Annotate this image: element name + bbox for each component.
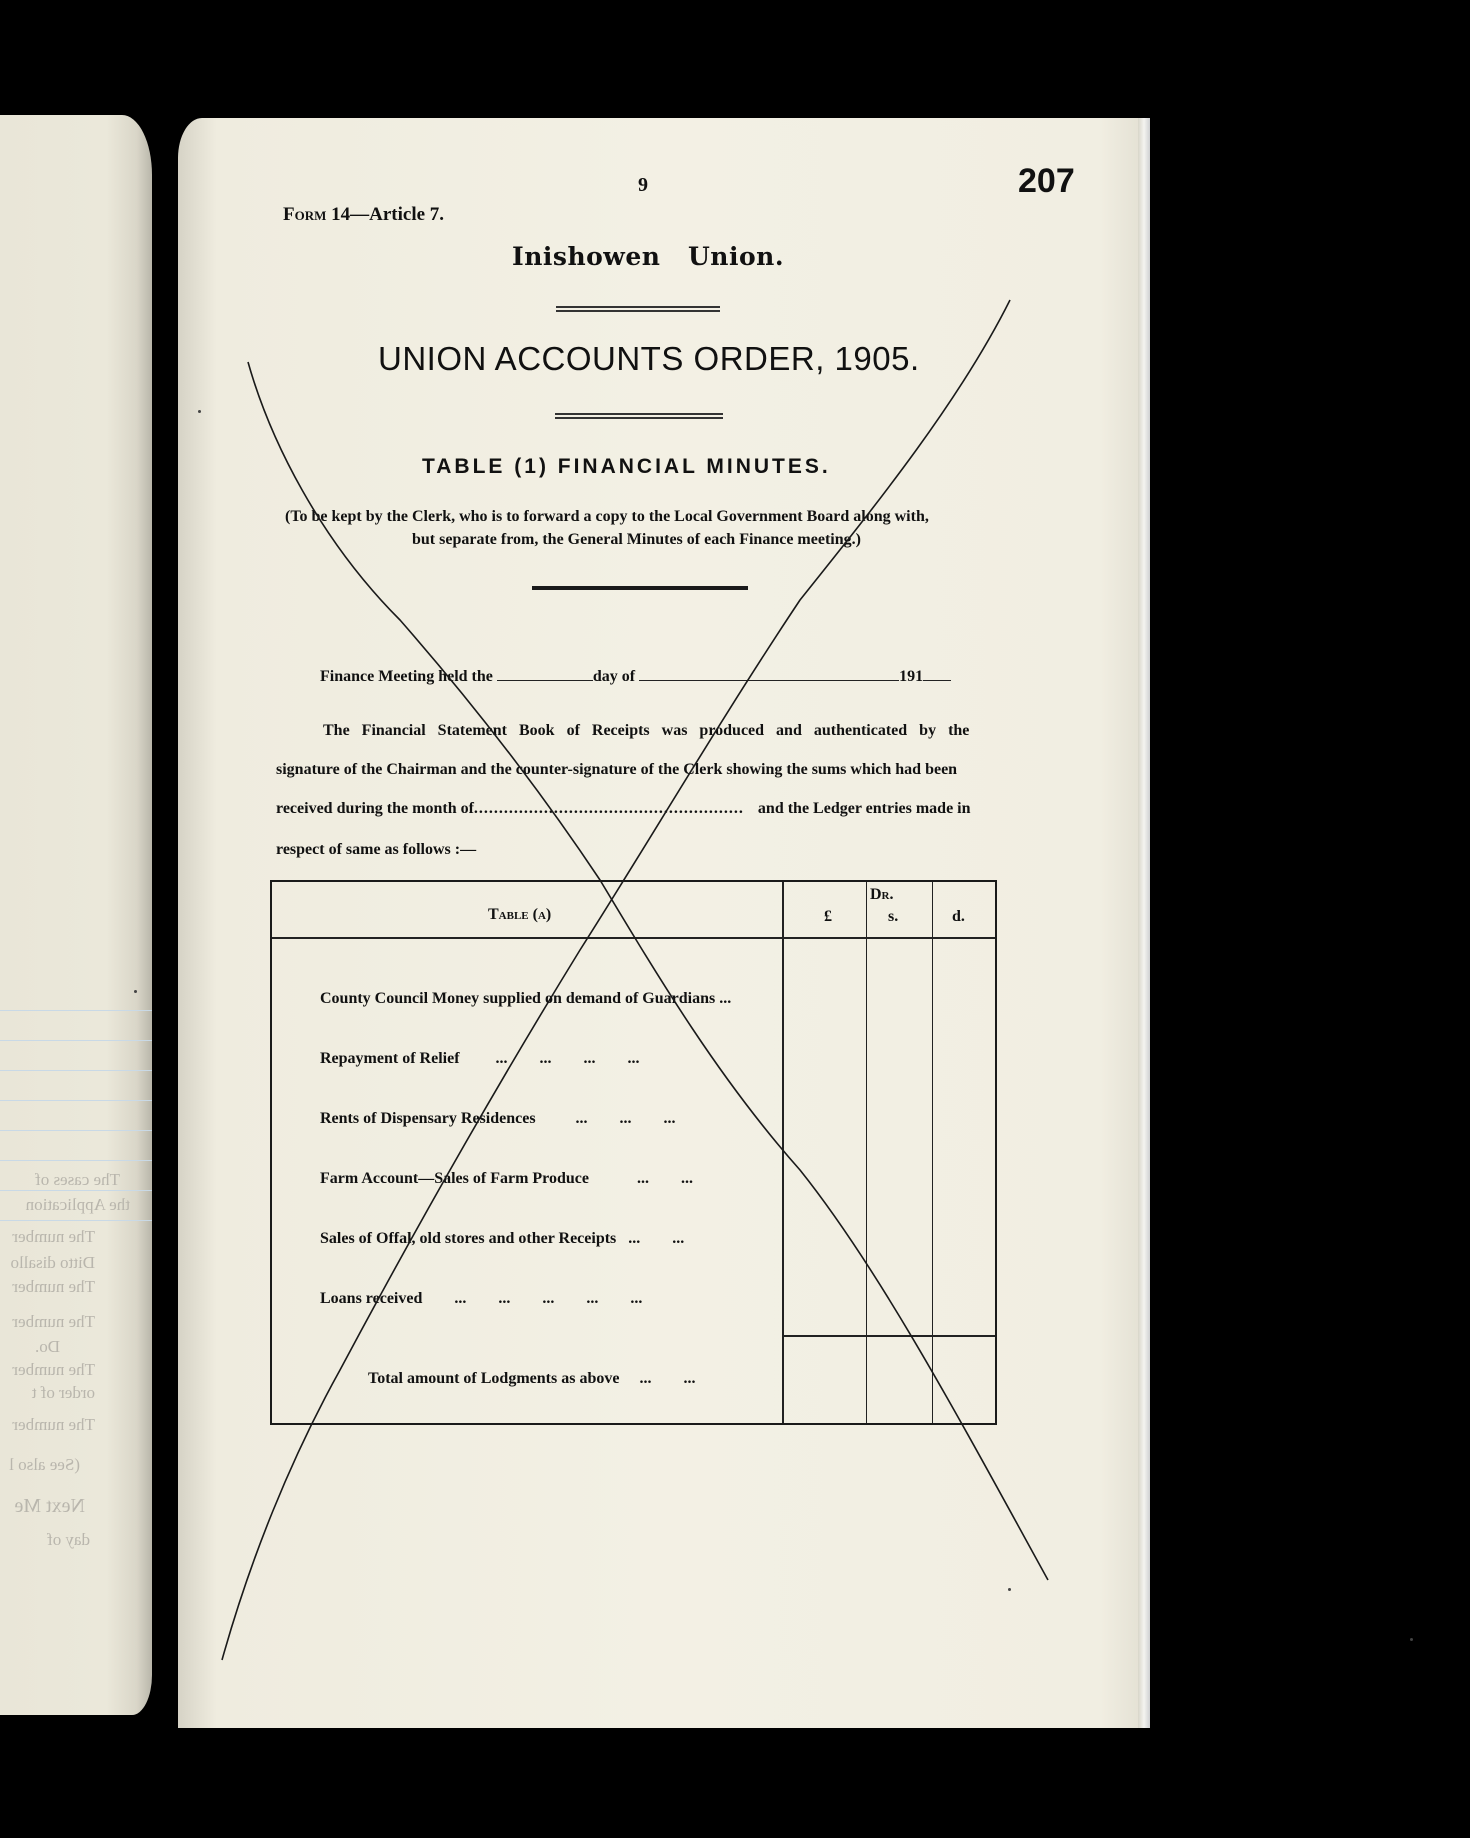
col-divider <box>866 882 867 1423</box>
page-edge <box>1138 118 1150 1728</box>
bleed-text: The number <box>12 1227 95 1246</box>
bleed-text: The number <box>12 1312 95 1331</box>
bleed-text: Next Me <box>14 1495 85 1517</box>
row-label: Rents of Dispensary Residences <box>320 1110 536 1127</box>
day-blank <box>497 668 593 681</box>
paper-speck <box>1008 1588 1011 1591</box>
bleed-text: the Application <box>25 1195 130 1214</box>
ledger-label: and the Ledger entries made in <box>757 800 971 817</box>
bleed-text: (See also l <box>9 1455 80 1474</box>
col-divider <box>932 882 933 1423</box>
main-title: UNION ACCOUNTS ORDER, 1905. <box>378 340 920 377</box>
paper-speck <box>1410 1638 1413 1641</box>
bleed-text: Do. <box>34 1337 60 1356</box>
instruction-line: but separate from, the General Minutes of each Finance meeting.) <box>412 531 861 548</box>
row-label: Loans received <box>320 1290 423 1307</box>
form-label-prefix: Form <box>283 204 327 225</box>
meeting-prefix: Finance Meeting held the <box>320 668 493 685</box>
table-row <box>320 1230 684 1248</box>
header-rule <box>272 937 995 939</box>
form-label <box>283 204 444 226</box>
paper-speck <box>198 410 201 413</box>
section-rule <box>532 586 748 590</box>
paragraph-line: The Financial Statement Book of Receipts was produced and authenticated by the <box>323 722 970 739</box>
dr-label: Dr. <box>870 886 894 903</box>
pounds-header: £ <box>824 908 832 925</box>
row-label: Farm Account—Sales of Farm Produce <box>320 1170 589 1187</box>
row-label: County Council Money supplied on demand of Guardians <box>320 990 716 1007</box>
total-row <box>368 1370 695 1388</box>
total-label: Total amount of Lodgments as above <box>368 1370 620 1387</box>
table-row <box>320 1170 693 1188</box>
bleed-text: The number <box>12 1360 95 1379</box>
bleed-text: Ditto disallo <box>10 1253 95 1272</box>
table-row <box>320 1290 642 1308</box>
row-dots: ... <box>719 990 732 1007</box>
month-label: received during the month of <box>276 800 474 817</box>
paper-speck <box>134 990 137 993</box>
form-label-rest: 14—Article 7. <box>331 204 445 225</box>
pence-header: d. <box>952 908 965 925</box>
meeting-line <box>320 668 951 686</box>
total-dots: ... ... <box>639 1370 696 1387</box>
row-dots: ... ... ... <box>575 1110 676 1127</box>
row-label: Sales of Offal, old stores and other Receipts <box>320 1230 617 1247</box>
meeting-day-label: day of <box>592 668 636 685</box>
year-blank <box>923 668 951 681</box>
paragraph-line: respect of same as follows :— <box>276 841 477 858</box>
table-row <box>320 1050 640 1068</box>
row-dots: ... ... <box>628 1230 685 1247</box>
table-row <box>320 1110 676 1128</box>
month-blank <box>639 668 899 681</box>
folio-number: 207 <box>1018 162 1075 200</box>
page-number: 9 <box>638 174 648 196</box>
double-rule <box>555 413 723 419</box>
bleed-text: The number <box>12 1277 95 1296</box>
double-rule <box>556 306 720 312</box>
row-label: Repayment of Relief <box>320 1050 460 1067</box>
paragraph-line: signature of the Chairman and the counter-signature of the Clerk showing the sums which had been <box>276 761 958 778</box>
union-name: Inishowen Union. <box>512 242 785 271</box>
bleed-text: The number <box>12 1415 95 1434</box>
row-dots: ... ... ... ... <box>495 1050 640 1067</box>
row-dots: ... ... ... ... ... <box>454 1290 643 1307</box>
instruction-line: (To be kept by the Clerk, who is to forward a copy to the Local Government Board along with, <box>285 508 929 525</box>
shillings-header: s. <box>888 908 899 925</box>
facing-page <box>0 115 152 1715</box>
row-dots: ... ... <box>637 1170 693 1187</box>
bleed-text: The cases of <box>35 1170 120 1189</box>
table-title: TABLE (1) FINANCIAL MINUTES. <box>422 455 831 478</box>
bleed-text: order of t <box>31 1383 95 1402</box>
col-divider <box>782 882 784 1423</box>
table-header-label: Table (a) <box>488 906 552 923</box>
total-rule <box>784 1335 995 1337</box>
month-dots: ...................................................... <box>473 800 744 817</box>
meeting-year: 191 <box>899 668 924 685</box>
accounts-table <box>270 880 997 1425</box>
bleed-text: day of <box>47 1530 90 1549</box>
table-row <box>320 990 731 1008</box>
paragraph-line <box>276 800 971 818</box>
